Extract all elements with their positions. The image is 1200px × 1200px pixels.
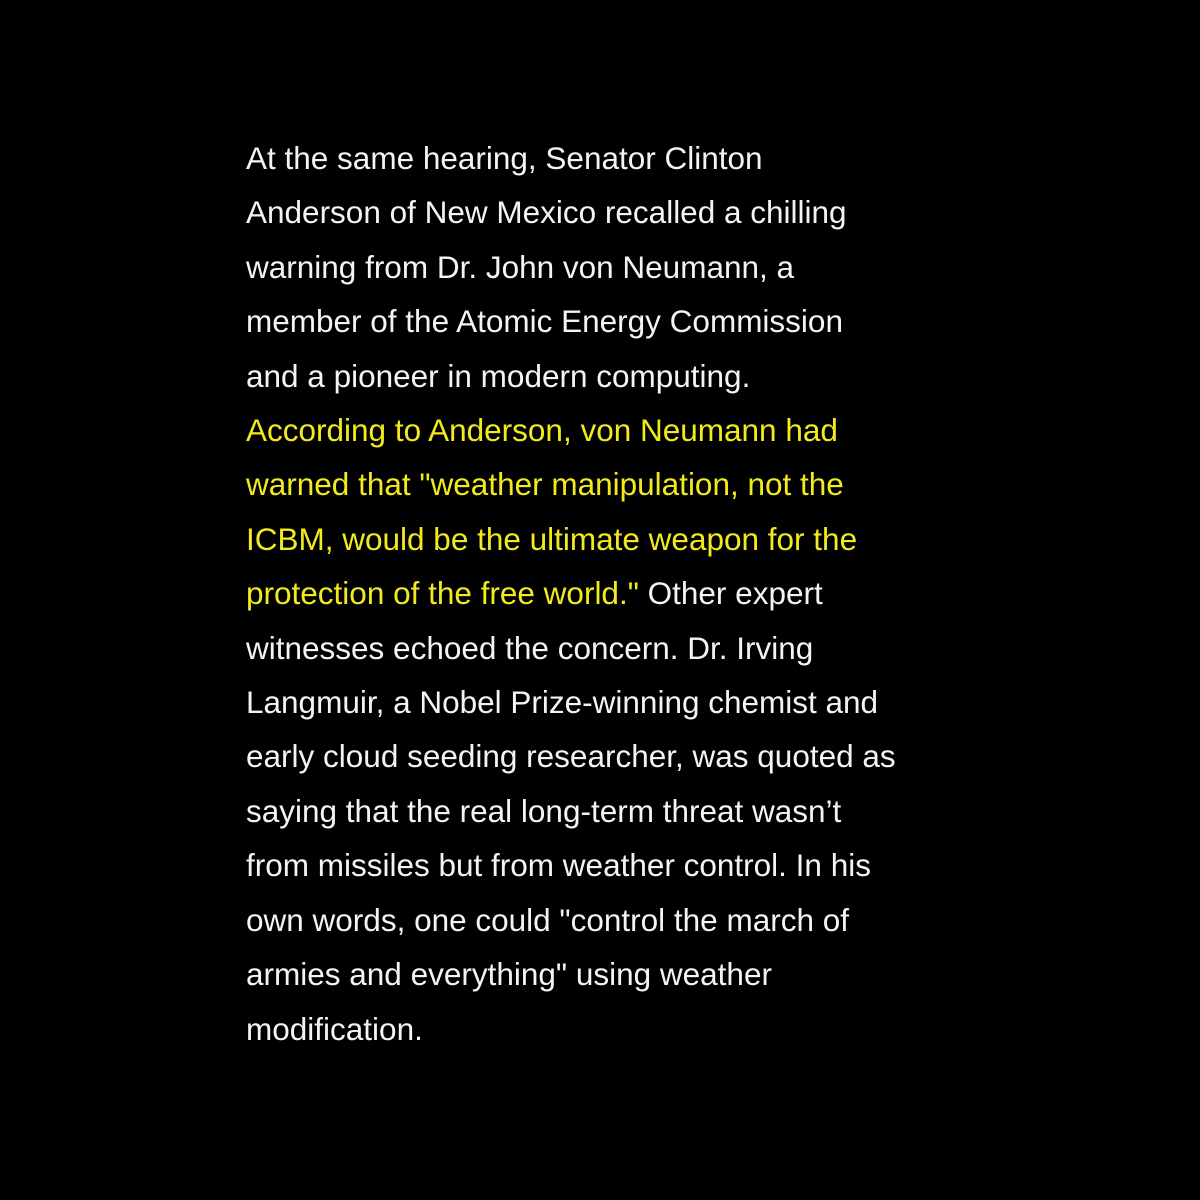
text-line (246, 185, 966, 239)
line-text: Anderson of New Mexico recalled a chilling (246, 194, 847, 231)
line-text: witnesses echoed the concern. Dr. Irving (246, 629, 814, 666)
line-text: armies and everything" using weather (246, 956, 772, 993)
highlighted-quote-text: According to Anderson, von Neumann had (246, 412, 838, 449)
line-text: warning from Dr. John von Neumann, a (246, 248, 795, 285)
line-text: Other expert (638, 575, 823, 612)
text-line (246, 294, 966, 348)
highlighted-quote-text: protection of the free world." (246, 575, 639, 612)
mixed-line (246, 566, 966, 620)
text-line (246, 947, 966, 1001)
highlighted-line (246, 512, 966, 566)
line-text: modification. (246, 1010, 423, 1047)
text-line (246, 240, 966, 294)
text-line (246, 131, 966, 185)
line-text: from missiles but from weather control. In his (246, 847, 871, 884)
body-paragraph (246, 131, 966, 1056)
highlighted-quote-text: ICBM, would be the ultimate weapon for the (246, 520, 858, 557)
line-text: saying that the real long-term threat wasn’t (246, 792, 842, 829)
text-line (246, 621, 966, 675)
text-line (246, 729, 966, 783)
text-line (246, 784, 966, 838)
text-line (246, 838, 966, 892)
highlighted-quote-text: warned that "weather manipulation, not the (246, 466, 844, 503)
text-line (246, 349, 966, 403)
text-line (246, 675, 966, 729)
line-text: and a pioneer in modern computing. (246, 357, 751, 394)
highlighted-line (246, 457, 966, 511)
text-line (246, 1002, 966, 1056)
line-text: early cloud seeding researcher, was quoted as (246, 738, 896, 775)
line-text: At the same hearing, Senator Clinton (246, 140, 763, 176)
highlighted-line (246, 403, 966, 457)
text-line (246, 893, 966, 947)
line-text: member of the Atomic Energy Commission (246, 303, 843, 340)
line-text: Langmuir, a Nobel Prize-winning chemist and (246, 684, 879, 721)
line-text: own words, one could "control the march of (246, 901, 849, 938)
